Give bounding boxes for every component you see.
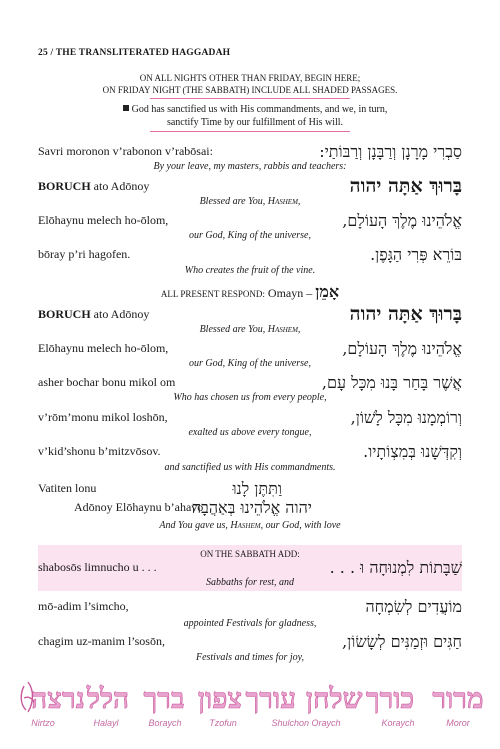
translation: our God, King of the universe, [189, 230, 311, 241]
transliteration: mō-adim l’simcho, [38, 599, 129, 613]
hebrew-text: בּוֹרֵא פְּרִי הַגָּפֶן. [370, 245, 462, 264]
hebrew-text: אֱלֹהֵינוּ מֶלֶךְ הָעוֹלָם, [342, 211, 462, 230]
translation: appointed Festivals for gladness, [183, 618, 317, 629]
translation: and sanctified us with His commandments. [164, 462, 336, 473]
seder-step-label: Tzofun [209, 718, 237, 728]
hebrew-text: וְרוֹמְמָנוּ מִכָּל לָשׁוֹן, [350, 408, 462, 427]
transliteration: Elōhaynu melech ho-ōlom, [38, 341, 169, 355]
seder-step-hebrew: נרצה [31, 682, 85, 715]
transliteration: asher bochar bonu mikol om [38, 375, 176, 389]
page-header [38, 48, 230, 58]
respond-line [38, 282, 462, 302]
seder-step-hebrew: מרור [432, 682, 484, 715]
transliteration: Savri moronon v’rabonon v’rabōsai: [38, 144, 213, 158]
line-chagim [38, 634, 462, 654]
sabbath-label: ON THE SABBATH ADD: [200, 549, 300, 559]
transliteration: BORUCH ato Adōnoy [38, 179, 150, 193]
hebrew-text: בָּרוּךְ אַתָּה יהוה [349, 175, 462, 197]
transliteration: bōray p’ri hagofen. [38, 247, 131, 261]
line-kidshonu [38, 444, 462, 464]
seder-order-footer [18, 676, 484, 732]
transliteration: shabosōs limnucho u . . . [38, 560, 157, 574]
seder-step-label: Moror [446, 718, 470, 728]
hebrew-text: בָּרוּךְ אַתָּה יהוה [349, 303, 462, 325]
transliteration: v’rōm’monu mikol loshōn, [38, 410, 168, 424]
translation: Who creates the fruit of the vine. [184, 265, 316, 276]
divider-top [150, 98, 350, 99]
header-title: THE TRANSLITERATED HAGGADAH [55, 48, 231, 58]
translation: By your leave, my masters, rabbis and teachers: [153, 161, 347, 172]
translation: Who has chosen us from every people, [173, 392, 327, 403]
respond-transliteration: Omayn – [267, 286, 313, 300]
seder-step-hebrew: צפון [197, 682, 243, 715]
seder-step-label: Boraych [148, 718, 182, 728]
seder-step-hebrew: הלל [86, 682, 130, 715]
hebrew-text: יהוה אֱלֹהֵינוּ בְּאַהֲבָה [191, 498, 312, 517]
seder-step-hebrew: ברך [143, 682, 185, 715]
respond-hebrew: אָמֵן [315, 282, 340, 301]
translation: exalted us above every tongue, [188, 427, 312, 438]
seder-step-hebrew: שלחן עורך [245, 682, 363, 715]
line-boray [38, 247, 462, 267]
seder-step-label: Koraych [381, 718, 415, 728]
bullet-square-icon [123, 105, 129, 111]
hebrew-text: מוֹעֲדִים לְשִׂמְחָה [365, 597, 462, 616]
hebrew-text: וַתִּתֶּן לָנוּ [232, 479, 282, 498]
instruction-line-1: ON ALL NIGHTS OTHER THAN FRIDAY, BEGIN HERE; [139, 73, 361, 83]
translation: Blessed are You, Hashem, [199, 196, 301, 207]
translation: Blessed are You, Hashem, [199, 324, 301, 335]
note-line-1: God has sanctified us with His commandments, and we, in turn, [100, 103, 410, 116]
hebrew-text: חַגִּים וּזְמַנִּים לְשָׂשׂוֹן, [342, 632, 462, 651]
seder-step-hebrew: כורך [365, 682, 415, 715]
transliteration: chagim uz-manim l’sosōn, [38, 634, 165, 648]
hebrew-text: סַבְרִי מָרָנָן וְרַבָּנָן וְרַבּוֹתַי: [319, 142, 462, 161]
seder-order-strip [18, 676, 484, 732]
hebrew-text: וְקִדְּשָׁנוּ בְּמִצְוֹתָיו. [363, 442, 462, 461]
hebrew-text: אֱלֹהֵינוּ מֶלֶךְ הָעוֹלָם, [342, 339, 462, 358]
seder-step-label: Shulchon Oraych [271, 718, 341, 728]
translation: And You gave us, Hashem, our God, with love [159, 520, 341, 531]
line-moadim [38, 599, 462, 619]
note-line-2: sanctify Time by our fulfillment of His will. [166, 117, 344, 128]
page-number: 25 [38, 48, 48, 58]
instruction-line-2: ON FRIDAY NIGHT (THE SABBATH) INCLUDE ALL SHADED PASSAGES. [102, 85, 398, 95]
hebrew-text: שַׁבָּתוֹת לִמְנוּחָה וּ . . . [329, 558, 462, 577]
seder-step-label: Nirtzo [31, 718, 55, 728]
translation: Festivals and times for joy, [195, 652, 305, 663]
line-adonoy-ahavo [38, 500, 462, 520]
transliteration: v’kid’shonu b’mitzvōsov. [38, 444, 161, 458]
transliteration: BORUCH ato Adōnoy [38, 307, 150, 321]
respond-label: ALL PRESENT RESPOND: [160, 289, 265, 299]
transliteration: Elōhaynu melech ho-ōlom, [38, 213, 169, 227]
transliteration: Adōnoy Elōhaynu b’ahavo [74, 500, 204, 514]
translation: Sabbaths for rest, and [206, 577, 294, 588]
header-separator: / [50, 48, 54, 58]
divider-bottom [150, 131, 350, 132]
seder-step-label: Halayl [93, 718, 119, 728]
translation: our God, King of the universe, [189, 358, 311, 369]
hebrew-text: אֲשֶׁר בָּחַר בָּנוּ מִכָּל עָם, [321, 373, 462, 392]
transliteration: Vatiten lonu [38, 481, 97, 495]
